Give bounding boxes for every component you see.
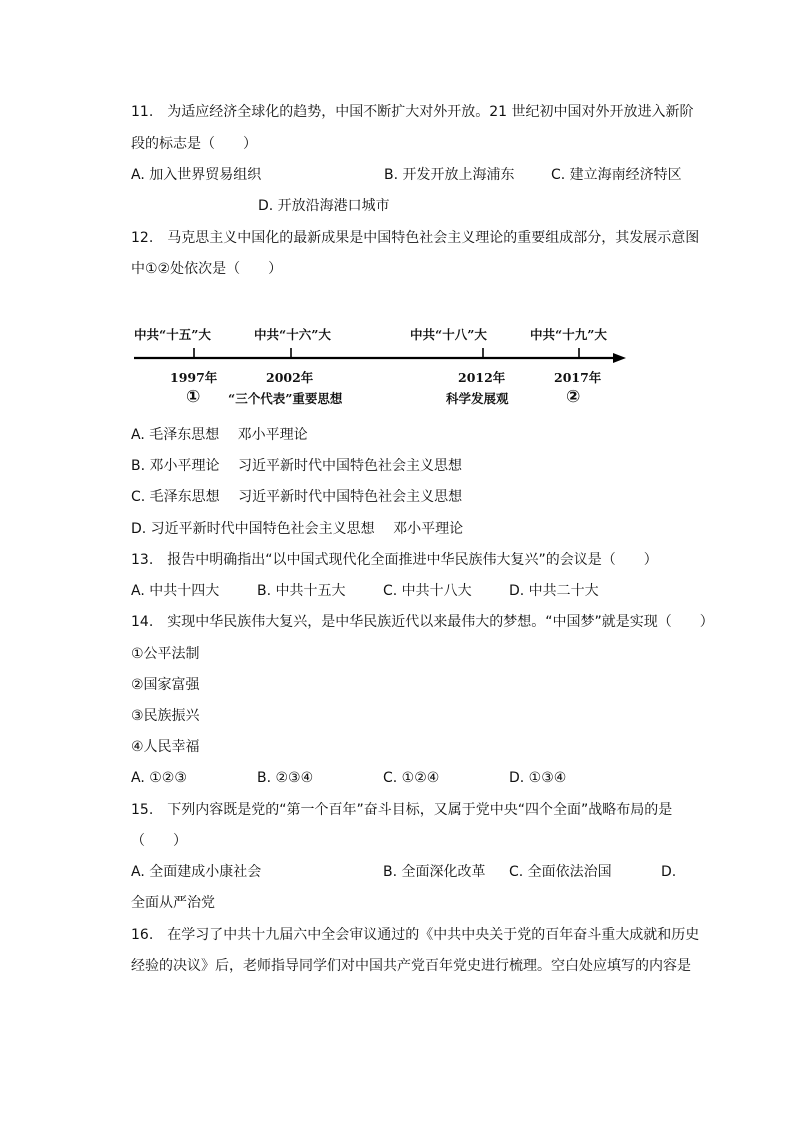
congress-19: 中共“十九”大 [530, 327, 607, 342]
q15-stem-line1: 15. 下列内容既是党的“第一个百年”奋斗目标，又属于党中央“四个全面”战略布局的是 [131, 802, 673, 818]
q14-item-2: ②国家富强 [131, 677, 200, 693]
q13-option-c: C. 中共十八大 [383, 583, 472, 599]
year-1997: 1997年 [170, 370, 218, 385]
year-2012: 2012年 [458, 370, 506, 385]
q15-stem-line2: （ ） [131, 833, 187, 849]
congress-18: 中共“十八”大 [410, 327, 487, 342]
q12-option-d: D. 习近平新时代中国特色社会主义思想 邓小平理论 [131, 521, 464, 537]
q11-option-d: D. 开放沿海港口城市 [258, 198, 390, 214]
q12-stem-line1: 12. 马克思主义中国化的最新成果是中国特色社会主义理论的重要组成部分，其发展示意图 [131, 230, 700, 246]
timeline-diagram [0, 0, 794, 420]
q14-option-c: C. ①②④ [383, 770, 440, 786]
q14-item-1: ①公平法制 [131, 646, 200, 662]
q15-option-b: B. 全面深化改革 [383, 864, 486, 880]
q15-option-c: C. 全面依法治国 [509, 864, 612, 880]
q11-stem-line1: 11. 为适应经济全球化的趋势，中国不断扩大对外开放。21 世纪初中国对外开放进入新阶 [131, 104, 694, 120]
q14-option-a: A. ①②③ [131, 770, 187, 786]
q13-stem: 13. 报告中明确指出“以中国式现代化全面推进中华民族伟大复兴”的会议是（ ） [131, 552, 658, 568]
q14-option-b: B. ②③④ [257, 770, 314, 786]
q15-option-a: A. 全面建成小康社会 [131, 864, 262, 880]
congress-16: 中共“十六”大 [254, 327, 331, 342]
q16-stem-line1: 16. 在学习了中共十九届六中全会审议通过的《中共中央关于党的百年奋斗重大成就和历史 [131, 927, 700, 943]
q14-item-3: ③民族振兴 [131, 708, 200, 724]
q11-option-b: B. 开发开放上海浦东 [384, 167, 515, 183]
q11-stem-line2: 段的标志是（ ） [131, 136, 257, 152]
q14-stem: 14. 实现中华民族伟大复兴，是中华民族近代以来最伟大的梦想。“中国梦”就是实现（ ） [131, 614, 714, 630]
q12-option-c: C. 毛泽东思想 习近平新时代中国特色社会主义思想 [131, 489, 463, 505]
blank-2: ② [566, 387, 581, 407]
year-2017: 2017年 [554, 370, 602, 385]
year-2002: 2002年 [266, 370, 314, 385]
q13-option-a: A. 中共十四大 [131, 583, 220, 599]
q14-item-4: ④人民幸福 [131, 739, 200, 755]
q11-option-c: C. 建立海南经济特区 [551, 167, 682, 183]
q14-option-d: D. ①③④ [509, 770, 567, 786]
q16-stem-line2: 经验的决议》后，老师指导同学们对中国共产党百年党史进行梳理。空白处应填写的内容是 [131, 958, 691, 974]
congress-15: 中共“十五”大 [134, 327, 211, 342]
scientific-outlook: 科学发展观 [446, 391, 509, 406]
q11-option-a: A. 加入世界贸易组织 [131, 167, 262, 183]
blank-1: ① [186, 387, 201, 407]
q13-option-d: D. 中共二十大 [509, 583, 599, 599]
q12-option-b: B. 邓小平理论 习近平新时代中国特色社会主义思想 [131, 458, 462, 474]
q15-option-d: D. [661, 864, 677, 880]
timeline-axis [0, 0, 794, 420]
three-represents: “三个代表”重要思想 [228, 391, 343, 406]
q15-option-d-text: 全面从严治党 [131, 895, 215, 911]
q13-option-b: B. 中共十五大 [257, 583, 346, 599]
q12-stem-line2: 中①②处依次是（ ） [131, 261, 283, 277]
q12-option-a: A. 毛泽东思想 邓小平理论 [131, 427, 308, 443]
